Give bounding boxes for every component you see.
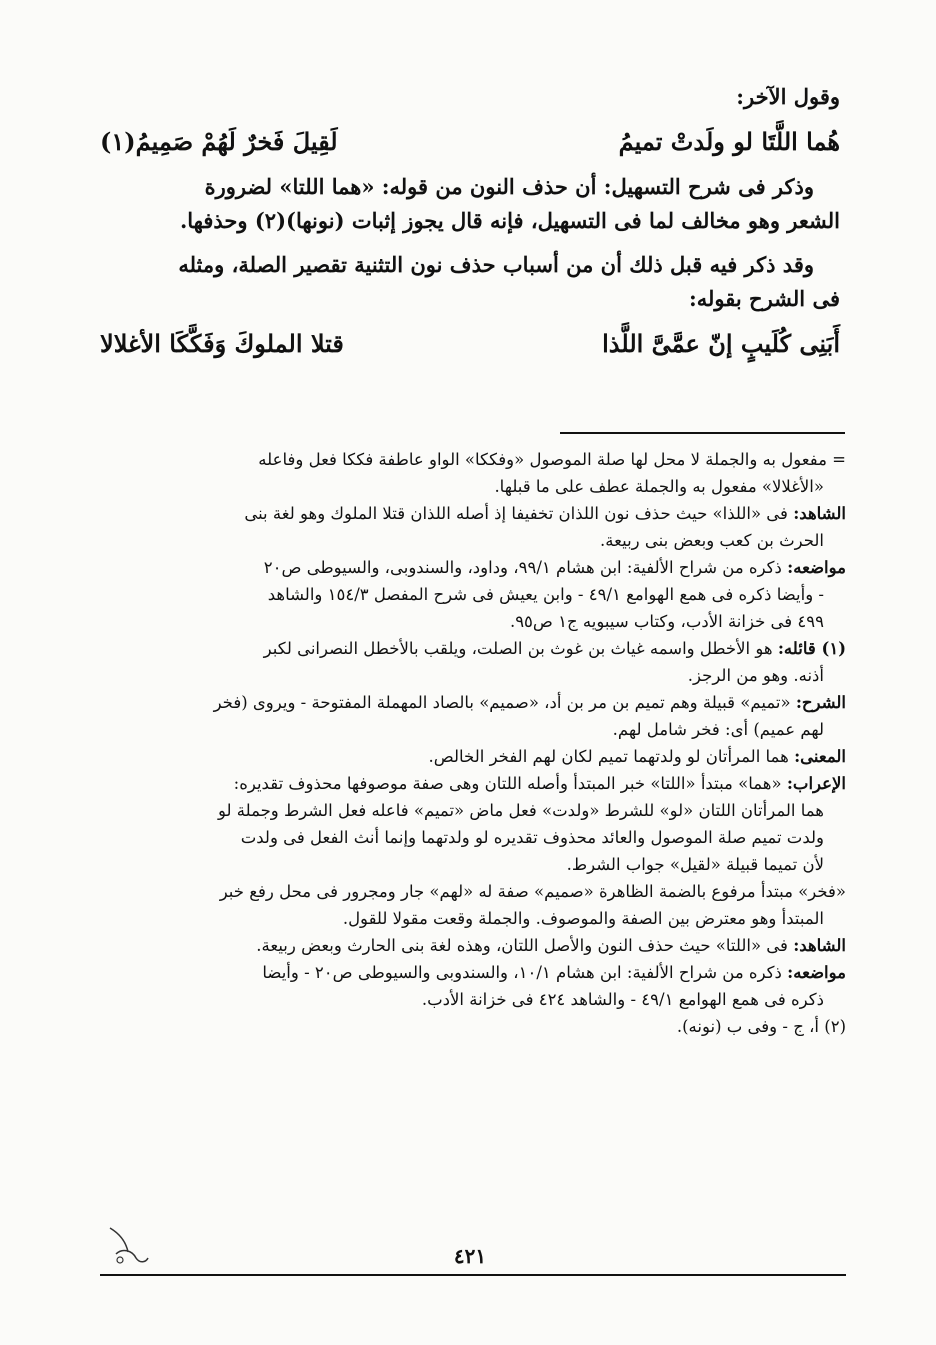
footnote-line: «الأغلالا» مفعول به والجملة عطف على ما قبلها. — [494, 477, 824, 496]
paragraph-2-line-2: فى الشرح بقوله: — [689, 286, 840, 311]
verse-1-second-hemistich: لَقِيلَ فَخرٌ لَهُمْ صَمِيمُ(١) — [100, 127, 338, 156]
footnote-line: لهم عميم) أى: فخر شامل لهم. — [612, 720, 824, 739]
footnote-line: مواضعه: ذكره من شراح الألفية: ابن هشام ١٠/١، والسندوبى والسيوطى ص٢٠ - وأيضا — [262, 963, 846, 982]
footnote-line: = مفعول به والجملة لا محل لها صلة الموصول «وفككا» الواو عاطفة فككا فعل وفاعله — [258, 450, 846, 469]
label-mawadi: مواضعه: — [787, 963, 846, 982]
footnote-line: الحرث بن كعب وبعض بنى ربيعة. — [600, 531, 824, 550]
footnote-line: أذنه. وهو من الرجز. — [687, 666, 824, 685]
footnote-line: الشاهد: فى «اللذا» حيث حذف نون اللذان تخفيفا إذ أصله اللذان قتلا الملوك وهو لغة بنى — [244, 504, 846, 523]
label-shahid: الشاهد: — [793, 936, 846, 955]
paragraph-1-line-1: وذكر فى شرح التسهيل: أن حذف النون من قوله: «هما اللتا» لضرورة — [204, 174, 814, 199]
label-shahid: الشاهد: — [793, 504, 846, 523]
verse-2-second-hemistich: قتلا الملوكَ وَفَكَّكَا الأغلالا — [100, 329, 344, 358]
label-qailuhu: (١) قائله: — [777, 639, 846, 658]
footnote-line: الشرح: «تميم» قبيلة وهم تميم بن مر بن أد، «صميم» بالصاد المهملة المفتوحة - ويروى (فخر — [213, 693, 846, 712]
footnote-line: - وأيضا ذكره فى همع الهوامع ٤٩/١ - وابن يعيش فى شرح المفصل ١٥٤/٣ والشاهد — [267, 585, 824, 604]
label-mana: المعنى: — [794, 747, 846, 766]
paragraph-1-line-2: الشعر وهو مخالف لما فى التسهيل، فإنه قال يجوز إثبات (نونها)(٢) وحذفها. — [179, 208, 840, 233]
footnotes — [100, 446, 846, 1040]
intro-line: وقول الآخر: — [736, 84, 840, 109]
footnote-line: الإعراب: «هما» مبتدأ «اللتا» خبر المبتدأ وأصله اللتان وهى صفة موصوفها محذوف تقديره: — [233, 774, 846, 793]
verse-2-first-hemistich: أَبَنِى كُلَيبٍ إنّ عمَّىَّ اللَّذا — [602, 329, 840, 358]
footnote-line: (١) قائله: هو الأخطل واسمه غياث بن غوث بن الصلت، ويلقب بالأخطل النصرانى لكبر — [263, 639, 846, 658]
footnote-line: ذكره فى همع الهوامع ٤٩/١ - والشاهد ٤٢٤ فى خزانة الأدب. — [421, 990, 824, 1009]
footnote-line: ٤٩٩ فى خزانة الأدب، وكتاب سيبويه ج١ ص٩٥. — [509, 612, 824, 631]
footnote-line: المعنى: هما المرأتان لو ولدتهما تميم لكان لهم الفخر الخالص. — [428, 747, 846, 766]
bottom-rule — [100, 1274, 846, 1276]
footnote-line: مواضعه: ذكره من شراح الألفية: ابن هشام ٩٩/١، وداود، والسندوبى، والسيوطى ص٢٠ — [263, 558, 846, 577]
page-number: ٤٢١ — [453, 1244, 487, 1268]
main-text — [100, 80, 840, 372]
footnote-line: لأن تميما قبيلة «لقيل» جواب الشرط. — [566, 855, 824, 874]
footnote-line: ولدت تميم صلة الموصول والعائد محذوف تقديره لو ولدتهما وإنما أنث الفعل فى ولدت — [240, 828, 824, 847]
label-irab: الإعراب: — [786, 774, 846, 793]
footnote-separator — [560, 432, 845, 434]
paragraph-2-line-1: وقد ذكر فيه قبل ذلك أن من أسباب حذف نون التثنية تقصير الصلة، ومثله — [178, 252, 814, 277]
footnote-line: المبتدأ وهو معترض بين الصفة والموصوف. والجملة وقعت مقولا للقول. — [342, 909, 824, 928]
verse-1 — [100, 120, 840, 164]
footnote-line: هما المرأتان اللتان «لو» للشرط «ولدت» فعل ماض «تميم» فاعله فعل الشرط وجملة لو — [217, 801, 824, 820]
footnote-line: (٢) أ، ج - وفى ب (نونه). — [676, 1017, 846, 1036]
handwritten-mark-icon — [106, 1224, 152, 1270]
footnote-line: الشاهد: فى «اللتا» حيث حذف النون والأصل اللتان، وهذه لغة بنى الحارث وبعض ربيعة. — [256, 936, 846, 955]
verse-1-first-hemistich: هُما اللَّتَا لو ولَدتْ تميمُ — [618, 127, 840, 156]
footnote-line: «فخر» مبتدأ مرفوع بالضمة الظاهرة «صميم» صفة له «لهم» جار ومجرور فى محل رفع خبر — [219, 882, 846, 901]
verse-2 — [100, 322, 840, 366]
label-mawadi: مواضعه: — [787, 558, 846, 577]
label-sharh: الشرح: — [795, 693, 846, 712]
